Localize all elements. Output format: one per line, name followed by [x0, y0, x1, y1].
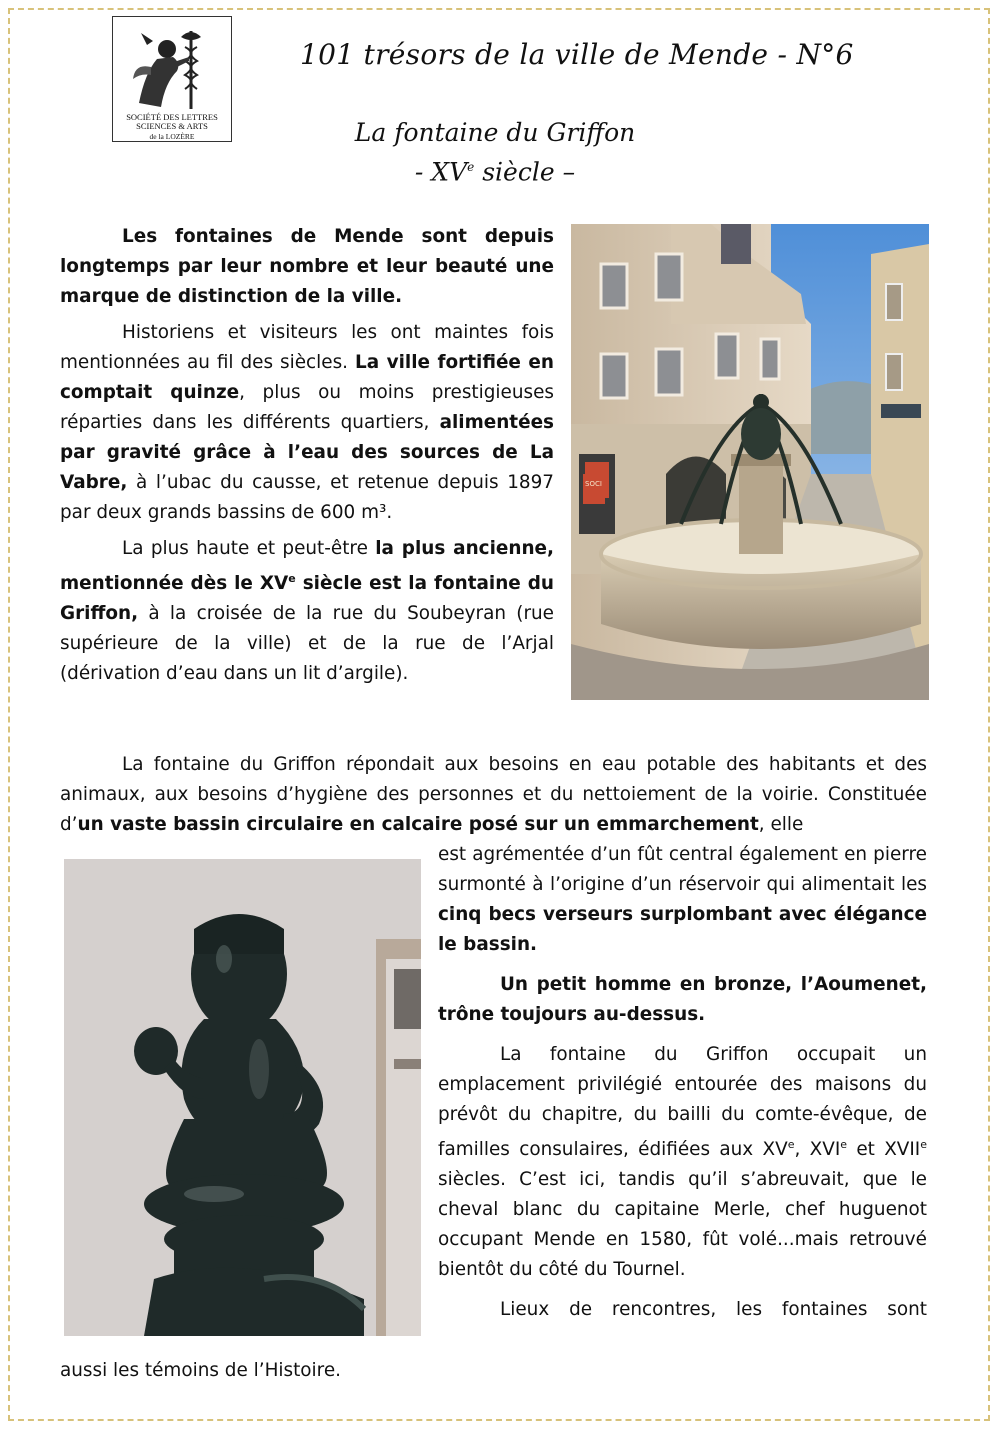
paragraph-8-start: Lieux de rencontres, les fontaines sont [500, 1299, 927, 1321]
paragraph-4: La fontaine du Griffon répondait aux besoins en eau potable des habitants et des animaux, aux besoins d’hygiène des personnes et du nettoiement de la voirie. Constituée d’un vaste bassin circulaire en calcaire posé sur un emmarchement, elle [60, 754, 927, 835]
article-title-line-1: La fontaine du Griffon [354, 118, 636, 147]
logo-line-1: SOCIÉTÉ DES LETTRES [126, 112, 218, 122]
paragraph-7: La fontaine du Griffon occupait un emplacement privilégié entourée des maisons du prévôt du chapitre, du bailli du comte-évêque, de familles consulaires, édifiées aux XVe, XVIe et XVIIe siècles. C’est ici, tandis qu’il s’abreuvait, que le cheval blanc du capitaine Merle, chef huguenot occupant Mende en 1580, fût volé...mais retrouvé bientôt du côté du Tournel. [438, 1044, 928, 1281]
article-title [290, 116, 700, 189]
paragraph-2: Historiens et visiteurs les ont maintes fois mentionnées au fil des siècles. La ville fortifiée en comptait quinze, plus ou moins prestigieuses réparties dans les différents quartiers, alimentées par gravité grâce à l’eau des sources de La Vabre, à l’ubac du causse, et retenue depuis 1897 par deux grands bassins de 600 m³. [60, 322, 554, 523]
article-title-line-2: - XVe siècle – [414, 157, 576, 187]
society-logo [112, 16, 232, 142]
paragraph-5: est agrémentée d’un fût central également en pierre surmonté à l’origine d’un réservoir qui alimentait les cinq becs verseurs surplombant avec élégance le bassin. [438, 844, 927, 955]
fountain-photo [571, 224, 929, 700]
right-column [438, 840, 927, 1325]
paragraph-8-end: aussi les témoins de l’Histoire. [60, 1360, 341, 1381]
shop-sign-text: SOCI [585, 480, 602, 488]
paragraph-3: La plus haute et peut-être la plus ancienne, mentionnée dès le XVe siècle est la fontaine du Griffon, à la croisée de la rue du Soubeyran (rue supérieure de la ville) et de la rue de l’Arjal (dérivation d’eau dans un lit d’argile). [60, 538, 554, 685]
logo-line-3: de la LOZÈRE [149, 132, 195, 141]
logo-line-2: SCIENCES & ARTS [136, 121, 208, 131]
mercury-emblem-icon [131, 23, 215, 111]
aoumenet-statue-photo [64, 859, 421, 1336]
series-title: 101 trésors de la ville de Mende - N°6 [300, 38, 854, 71]
paragraph-1: Les fontaines de Mende sont depuis longtemps par leur nombre et leur beauté une marque de distinction de la ville. [60, 226, 554, 307]
paragraph-6: Un petit homme en bronze, l’Aoumenet, trône toujours au-dessus. [438, 974, 927, 1025]
intro-column [60, 222, 554, 689]
